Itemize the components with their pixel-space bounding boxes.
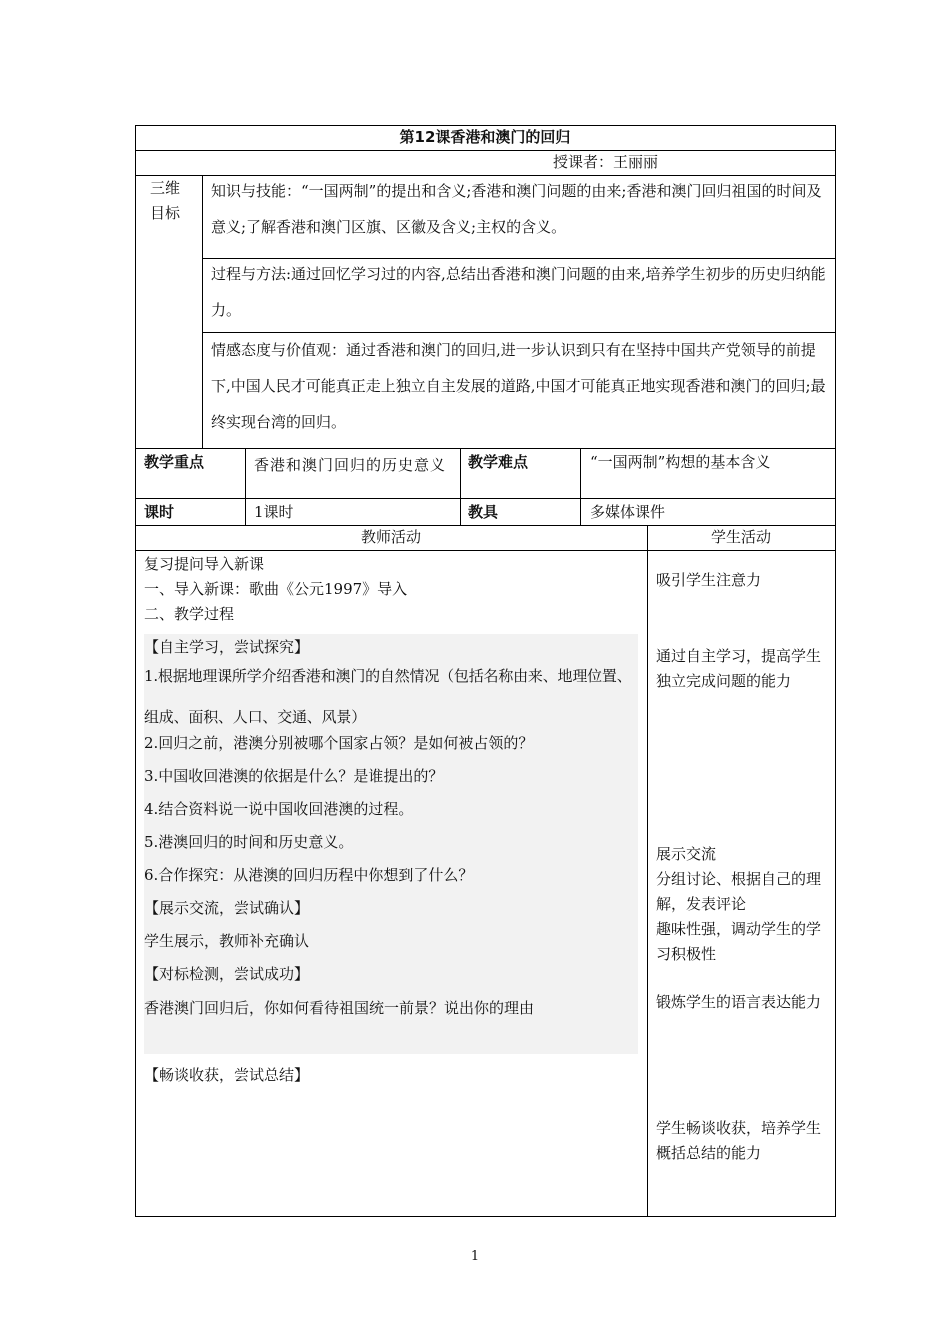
- col-line-3: [580, 448, 581, 525]
- hours-label: 课时: [144, 503, 175, 521]
- student-activity-5: 趣味性强，调动学生的学习积极性: [656, 920, 822, 963]
- student-activity-1: 吸引学生注意力: [656, 571, 762, 589]
- question-5: 5.港澳回归的时间和历史意义。: [144, 833, 354, 851]
- objective-knowledge: 知识与技能：“一国两制”的提出和含义;香港和澳门问题的由来;香港和澳门回归祖国的时间及意义;了解香港和澳门区旗、区徽及含义;主权的含义。: [211, 182, 822, 236]
- row-line-focus: [135, 498, 836, 499]
- student-activity-4: 分组讨论、根据自己的理解，发表评论: [656, 870, 822, 913]
- col-line-2: [460, 448, 461, 525]
- student-activity-7: 学生畅谈收获，培养学生概括总结的能力: [656, 1119, 822, 1162]
- lesson-title: 第12课香港和澳门的回归: [399, 128, 571, 146]
- test-heading: 【对标检测，尝试成功】: [144, 965, 310, 983]
- row-line-period: [135, 525, 836, 526]
- table-border-bottom: [135, 1216, 836, 1217]
- question-6: 6.合作探究：从港澳的回归历程中你想到了什么？: [144, 866, 474, 884]
- objectives-label-2: 目标: [150, 204, 181, 222]
- process-line: 二、教学过程: [144, 605, 235, 623]
- col-line-1: [245, 448, 246, 525]
- key-point-label: 教学重点: [144, 453, 205, 471]
- teacher-name: 授课者：王丽丽: [553, 153, 659, 171]
- table-border-top: [135, 125, 836, 126]
- question-1: 1.根据地理课所学介绍香港和澳门的自然情况（包括名称由来、地理位置、组成、面积、人口、交通、风景）: [144, 667, 632, 726]
- col-line-activities: [647, 525, 648, 1217]
- objectives-label-1: 三维: [150, 179, 181, 197]
- objective-emotion: 情感态度与价值观：通过香港和澳门的回归,进一步认识到只有在坚持中国共产党领导的前提下,中国人民才可能真正走上独立自主发展的道路,中国才可能真正地实现香港和澳门的回归;最终实现台湾的回归。: [211, 341, 826, 431]
- intro-line: 一、导入新课：歌曲《公元1997》导入: [144, 580, 408, 598]
- question-4: 4.结合资料说一说中国收回港澳的过程。: [144, 800, 414, 818]
- col-line-objectives: [202, 175, 203, 448]
- question-3: 3.中国收回港澳的依据是什么？是谁提出的？: [144, 767, 444, 785]
- test-text: 香港澳门回归后，你如何看待祖国统一前景？说出你的理由: [144, 999, 535, 1017]
- student-activity-header: 学生活动: [710, 528, 771, 546]
- summary-heading: 【畅谈收获，尝试总结】: [144, 1066, 310, 1084]
- student-activity-6: 锻炼学生的语言表达能力: [656, 993, 822, 1011]
- question-2: 2.回归之前，港澳分别被哪个国家占领？是如何被占领的？: [144, 734, 534, 752]
- difficulty-value: “一国两制”构想的基本含义: [590, 453, 771, 471]
- tools-value: 多媒体课件: [590, 503, 666, 521]
- key-point-value: 香港和澳门回归的历史意义: [254, 456, 447, 474]
- show-heading: 【展示交流，尝试确认】: [144, 899, 310, 917]
- hours-value: 1课时: [254, 503, 294, 521]
- review-line: 复习提问导入新课: [144, 555, 265, 573]
- table-border-right: [835, 125, 836, 1217]
- show-text: 学生展示，教师补充确认: [144, 932, 310, 950]
- page-number: 1: [470, 1249, 480, 1264]
- student-activity-3: 展示交流: [656, 845, 717, 863]
- self-study-heading: 【自主学习，尝试探究】: [144, 638, 310, 656]
- teacher-activity-header: 教师活动: [360, 528, 421, 546]
- row-line-columns: [135, 550, 836, 551]
- row-line-objectives: [135, 448, 836, 449]
- table-border-left: [135, 125, 136, 1217]
- objective-process: 过程与方法:通过回忆学习过的内容,总结出香港和澳门问题的由来,培养学生初步的历史归纳能力。: [211, 265, 826, 319]
- student-activity-2: 通过自主学习，提高学生独立完成问题的能力: [656, 647, 822, 690]
- tools-label: 教具: [468, 503, 499, 521]
- row-line-title: [135, 150, 836, 151]
- difficulty-label: 教学难点: [468, 453, 529, 471]
